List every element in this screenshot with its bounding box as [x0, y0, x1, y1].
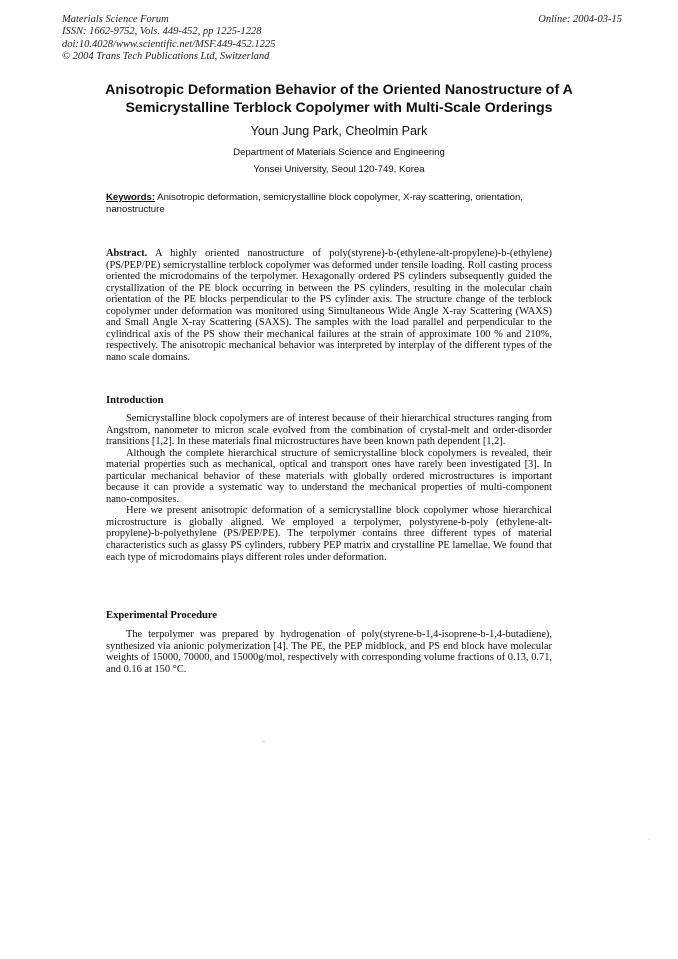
- keywords: [106, 192, 554, 216]
- experimental-paragraph: The terpolymer was prepared by hydrogenation of poly(styrene-b-1,4-isoprene-b-1,4-butadiene), synthesized via anionic polymerization [4]. The PE, the PEP midblock, and PS end block have molecular weights of 15000, 70000, and 15000g/mol, respectively with corresponding volume fractions of 0.13, 0.71, and 0.16 at 150 °C.: [106, 629, 552, 675]
- scan-speck: [648, 838, 651, 840]
- keywords-label: Keywords:: [106, 192, 156, 203]
- copyright-line: © 2004 Trans Tech Publications Ltd, Switzerland: [62, 51, 270, 63]
- introduction-heading: Introduction: [106, 395, 164, 406]
- scan-speck: [262, 740, 265, 743]
- introduction-paragraph: Semicrystalline block copolymers are of interest because of their hierarchical structures ranging from Angstrom, nanometer to micron scale evolved from the combination of crystal-melt and order-disorder transitions [1,2]. In these materials final microstructures have been known path dependent [1,2].: [106, 413, 552, 448]
- publication-metadata: [62, 14, 622, 64]
- authors: Youn Jung Park, Cheolmin Park: [250, 124, 428, 138]
- keywords-text: Anisotropic deformation, semicrystalline block copolymer, X-ray scattering, orientation, nanostructure: [106, 192, 523, 215]
- doi-line: doi:10.4028/www.scientific.net/MSF.449-452.1225: [62, 38, 276, 50]
- introduction-paragraph: Here we present anisotropic deformation of a semicrystalline block copolymer whose hierarchical microstructure is globally aligned. We employed a terpolymer, polystyrene-b-poly (ethylene-alt-propylene)-b-polyethylene (PS/PEP/PE). The terpolymer contains three different types of material characteristics such as glassy PS cylinders, rubbery PEP matrix and crystalline PE lamellae. We found that each type of microdomains plays different roles under deformation.: [106, 505, 552, 563]
- issn-line: ISSN: 1662-9752, Vols. 449-452, pp 1225-1228: [62, 26, 262, 38]
- affiliation-department: Department of Materials Science and Engineering: [233, 147, 445, 158]
- abstract-text: A highly oriented nanostructure of poly(styrene)-b-(ethylene-alt-propylene)-b-(ethylene) (PS/PEP/PE) semicrystalline terblock copolymer was deformed under tensile loading. Roll casting process oriented the microdomains of the terpolymer. Hexagonally ordered PS cylinders subsequently guided the crystallization of the PE block occurring in between the PS cylinders, resulting in the molecular chain orientation of the PE blocks perpendicular to the PS cylinder axis. The structure change of the terblock copolymer under deformation was monitored using Simultaneous Wide Angle X-ray Scattering (WAXS) and Small Angle X-ray Scattering (SAXS). The samples with the load parallel and perpendicular to the cylindrical axis of the PS show their mechanical failures at the strain of approximate 100 % and 210%, respectively. The anisotropic mechanical behavior was interpreted by interplay of the different types of the nano scale domains.: [106, 248, 552, 363]
- paper-title: Anisotropic Deformation Behavior of the Oriented Nanostructure of A Semicrystalline Terblock Copolymer with Multi-Scale Orderings: [105, 82, 573, 116]
- experimental-heading: Experimental Procedure: [106, 610, 218, 621]
- abstract-label: Abstract.: [106, 248, 148, 259]
- introduction-paragraph: Although the complete hierarchical structure of semicrystalline block copolymers is revealed, their material properties such as mechanical, optical and transport ones have rarely been investigated [3]. In particular mechanical behavior of these materials with globally ordered microstructures is important because it can provide a systematic way to understand the mechanical properties of multi-component nano-composites.: [106, 447, 552, 505]
- introduction-body: [106, 413, 552, 563]
- experimental-body: [106, 629, 552, 675]
- abstract: [106, 248, 552, 363]
- journal-name: Materials Science Forum: [62, 14, 169, 25]
- online-date: Online: 2004-03-15: [538, 14, 622, 25]
- affiliation-university: Yonsei University, Seoul 120-749, Korea: [253, 164, 425, 175]
